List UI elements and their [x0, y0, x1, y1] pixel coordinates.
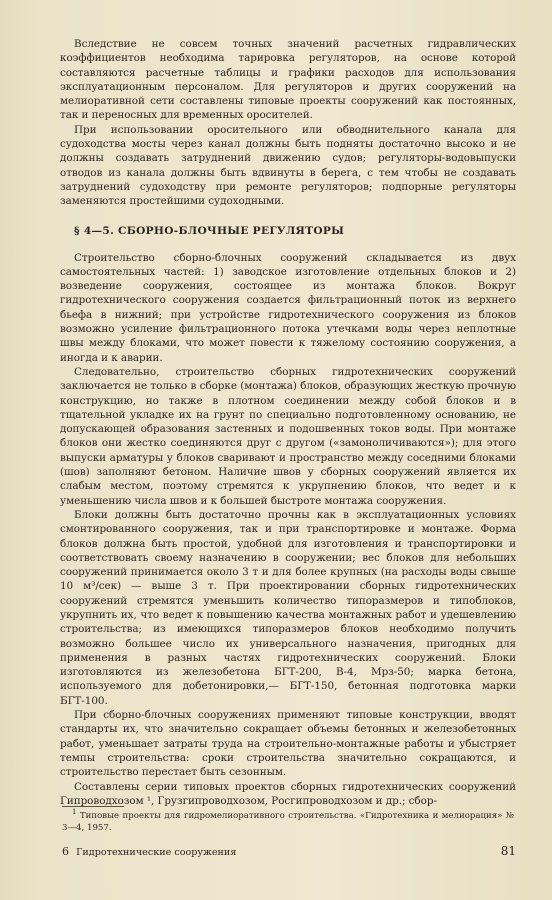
paragraph: Следовательно, строительство сборных гидротехнических сооружений заключается не только в сборке (монтажа) блоков, образующих жесткую прочную конструкцию, но также в плотном соединении между собой блоков и в тщательной укладке их на грунт по специально подготовленному основанию, не допускающей образования застенных и подошвенных токов воды. При монтаже блоков они жестко соединяются друг с другом («замоноличиваются»); для этого выпуски арматуры у блоков сваривают и пространство между соседними блоками (шов) заполняют бетоном. Наличие швов у сборных сооружений является их слабым местом, поэтому стремятся к укрупнению блоков, что ведет и к уменьшению числа швов и к большей быстроте монтажа сооружения.: [60, 365, 516, 507]
footnote-text: Типовые проекты для гидромелиоративного строительства. «Гидротехника и мелиорация» № 3—4, 1957.: [62, 811, 514, 833]
section-heading: § 4—5. СБОРНО-БЛОЧНЫЕ РЕГУЛЯТОРЫ: [74, 224, 345, 237]
footnote: [62, 810, 514, 834]
footnote-divider: [62, 806, 124, 807]
printer-signature: [62, 846, 236, 859]
paragraph: Составлены серии типовых проектов сборных гидротехнических сооружений Гипроводхозом ¹, Грузгипроводхозом, Росгипроводхозом и др.; сбор-: [60, 780, 516, 807]
paragraph: Строительство сборно-блочных сооружений складывается из двух самостоятельных частей: 1) заводское изготовление отдельных блоков и 2) возведение сооружения, состоящее из монтажа блоков. Вокруг гидротехнического сооружения создается фильтрационный поток из верхнего бьефа в нижний; при устройстве гидротехнического сооружения из блоков возможно усиление фильтрационного потока утечками воды через неплотные швы между блоками, что может повести к тяжелому состоянию сооружения, а иногда и к аварии.: [60, 251, 516, 364]
footnote-mark: 1: [72, 808, 77, 817]
paragraph: При сборно-блочных сооружениях применяют типовые конструкции, вводят стандарты их, что значительно сокращает объемы бетонных и железобетонных работ, уменьшает затраты труда на строительно-монтажные работы и убыстряет темпы строительства: сроки строительства значительно сокращаются, и строительство перестает быть сезонным.: [60, 709, 516, 779]
paragraph: Вследствие не совсем точных значений расчетных гидравлических коэффициентов необходима тарировка регуляторов, на основе которой составляются расчетные таблицы и графики расходов для использования эксплуатационным персоналом. Для регуляторов и других сооружений на мелиоративной сети составлены типовые проекты сооружений как постоянных, так и переносных для временных оросителей.: [60, 38, 516, 122]
page-number: 81: [500, 844, 516, 858]
paragraph: При использовании оросительного или обводнительного канала для судоходства мосты через канал должны быть подняты достаточно высоко и не должны создавать затруднений движению судов; регуляторы-водовыпуски отводов из канала должны быть вдвинуты в берега, с тем чтобы не создавать затруднений судоходству при ремонте регуляторов; подпорные регуляторы заменяются простейшими судоходными.: [60, 123, 516, 208]
main-text: [60, 37, 516, 808]
paragraph: Блоки должны быть достаточно прочны как в эксплуатационных условиях смонтированного сооружения, так и при транспортировке и монтаже. Форма блоков должна быть простой, удобной для изготовления и транспортировки и соответствовать своему назначению в сооружении; вес блоков для небольших сооружений принимается около 3 т и для более крупных (на расходы воды свыше 10 м³/сек) — выше 3 т. При проектировании сборных гидротехнических сооружений стремятся уменьшить количество типоразмеров и типоблоков, укрупнить их, что ведет к повышению качества монтажных работ и удешевлению строительства; из имеющихся типоразмеров блоков необходимо получить возможно большее число их универсального назначения, пригодных для применения в разных частях гидротехнических сооружений. Блоки изготовляются из железобетона БГТ-200, В-4, Мрз-50; марка бетона, используемого для добетонировки,— БГТ-150, бетонная подготовка марки БГТ-100.: [60, 508, 516, 707]
signature-number: 6: [62, 845, 69, 858]
signature-title: Гидротехнические сооружения: [76, 847, 237, 858]
